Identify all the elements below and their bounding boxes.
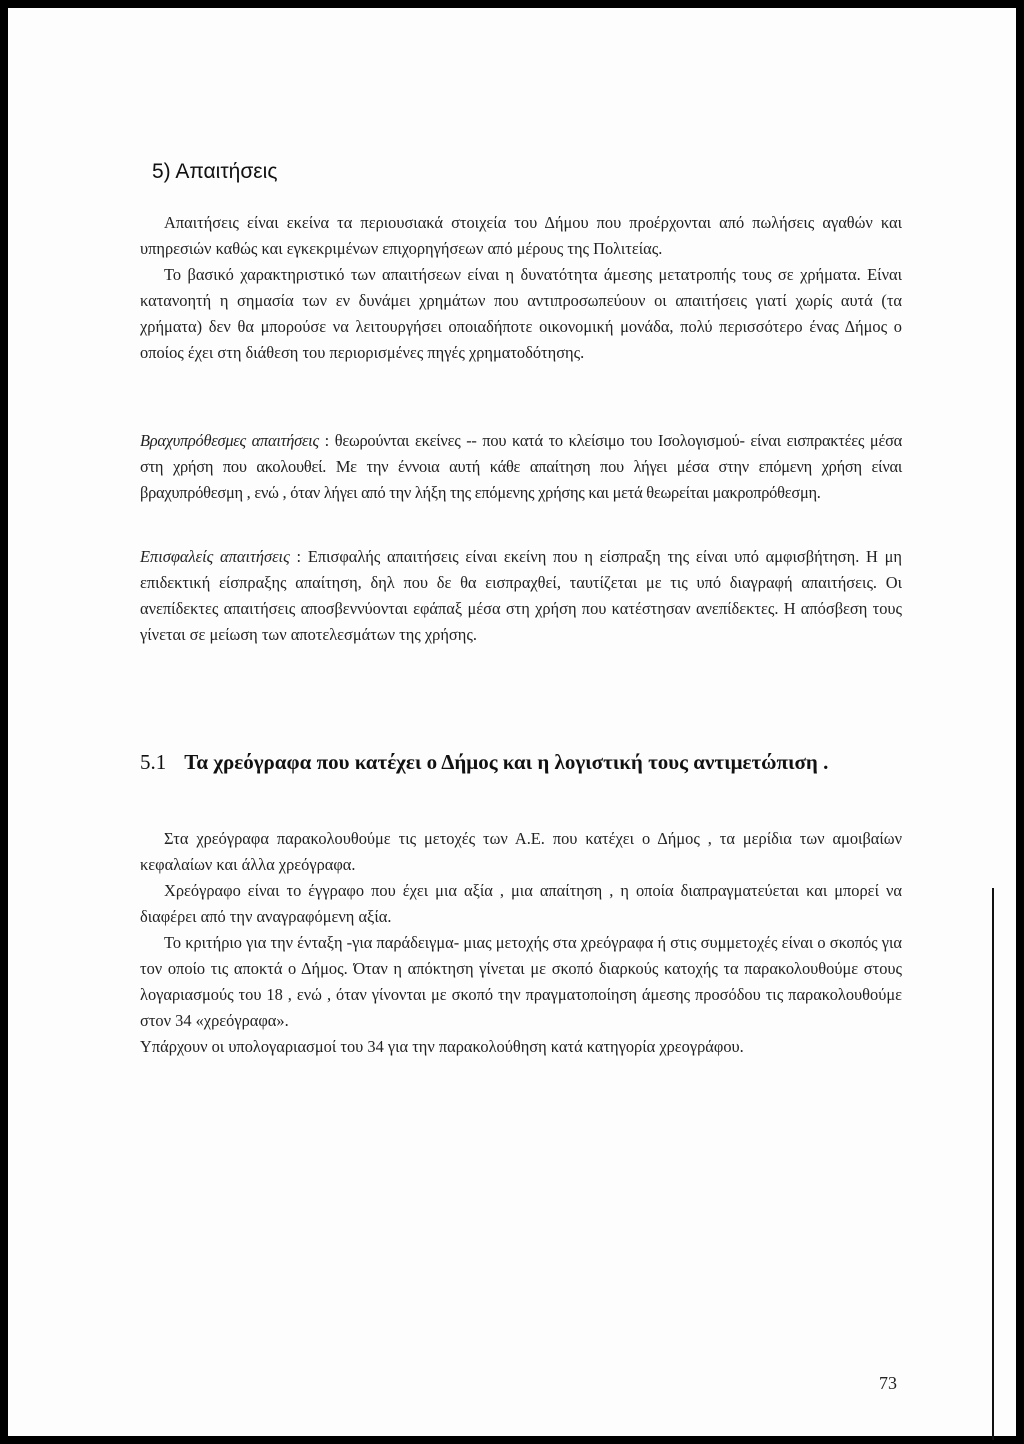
doubtful-text: : Επισφαλής απαιτήσεις είναι εκείνη που η είσπραξη της είναι υπό αμφισβήτηση. Η μη επιδεκτική είσπραξης απαίτηση, δηλ που δε θα εισπραχθεί, ταυτίζεται με τις υπό διαγραφή απαιτήσεις. Οι ανεπίδεκτες απαιτήσεις αποσβεννύονται εφάπαξ μέσα στη χρήση που κατέστησαν ανεπίδεκτες. Η απόσβεση τους γίνεται σε μείωση των αποτελεσμάτων της χρήσης. <box>140 547 902 644</box>
subsection-number: 5.1 <box>140 750 167 774</box>
paragraph: Στα χρεόγραφα παρακολουθούμε τις μετοχές των Α.Ε. που κατέχει ο Δήμος , τα μερίδια των αμοιβαίων κεφαλαίων και άλλα χρεόγραφα. <box>140 829 902 874</box>
paragraph: Υπάρχουν οι υπολογαριασμοί του 34 για την παρακολούθηση κατά κατηγορία χρεογράφου. <box>140 1037 744 1056</box>
doubtful-label: Επισφαλείς απαιτήσεις <box>140 547 290 566</box>
subsection-title: Τα χρεόγραφα που κατέχει ο Δήμος και η λογιστική τους αντιμετώπιση . <box>184 750 829 774</box>
short-term-paragraph <box>140 428 902 506</box>
doubtful-block <box>140 544 902 648</box>
paragraph: Το βασικό χαρακτηριστικό των απαιτήσεων είναι η δυνατότητα άμεσης μετατροπής τους σε χρήματα. Είναι κατανοητή η σημασία των εν δυνάμει χρημάτων που αντιπροσωπεύουν οι απαιτήσεις γιατί χωρίς αυτά (τα χρήματα) δεν θα μπορούσε να λειτουργήσει οποιαδήποτε οικονομική μονάδα, πολύ περισσότερο ένας Δήμος ο οποίος έχει στη διάθεση του περιορισμένες πηγές χρηματοδότησης. <box>140 265 902 362</box>
securities-block <box>140 826 902 1060</box>
intro-block <box>140 210 902 366</box>
short-term-block <box>140 428 902 506</box>
paragraph: Το κριτήριο για την ένταξη -για παράδειγμα- μιας μετοχής στα χρεόγραφα ή στις συμμετοχές είναι ο σκοπός για τον οποίο τις αποκτά ο Δήμος. Όταν η απόκτηση γίνεται με σκοπό διαρκούς κατοχής τα παρακολουθούμε στους λογαριασμούς του 18 , ενώ , όταν γίνονται με σκοπό την πραγματοποίηση άμεσης προσόδου τις παρακολουθούμε στον 34 «χρεόγραφα». <box>140 933 902 1030</box>
margin-line <box>992 888 994 1440</box>
paragraph: Απαιτήσεις είναι εκείνα τα περιουσιακά στοιχεία του Δήμου που προέρχονται από πωλήσεις αγαθών και υπηρεσιών καθώς και εγκεκριμένων επιχορηγήσεων από μέρους της Πολιτείας. <box>140 213 902 258</box>
short-term-label: Βραχυπρόθεσμες απαιτήσεις <box>140 431 319 450</box>
page-number: 73 <box>879 1373 897 1393</box>
short-term-text: : θεωρούνται εκείνες -- που κατά το κλείσιμο του Ισολογισμού- είναι εισπρακτέες μέσα στη χρήση που ακολουθεί. Με την έννοια αυτή κάθε απαίτηση που λήγει μέσα στην επόμενη χρήση είναι βραχυπρόθεσμη , ενώ , όταν λήγει από την λήξη της επόμενης χρήσης και μετά θεωρείται μακροπρόθεσμη. <box>140 431 902 502</box>
paragraph: Χρεόγραφο είναι το έγγραφο που έχει μια αξία , μια απαίτηση , η οποία διαπραγματεύεται και μπορεί να διαφέρει από την αναγραφόμενη αξία. <box>140 881 902 926</box>
doubtful-paragraph <box>140 544 902 648</box>
section-heading: 5) Απαιτήσεις <box>152 160 278 183</box>
subsection-heading <box>140 746 902 778</box>
